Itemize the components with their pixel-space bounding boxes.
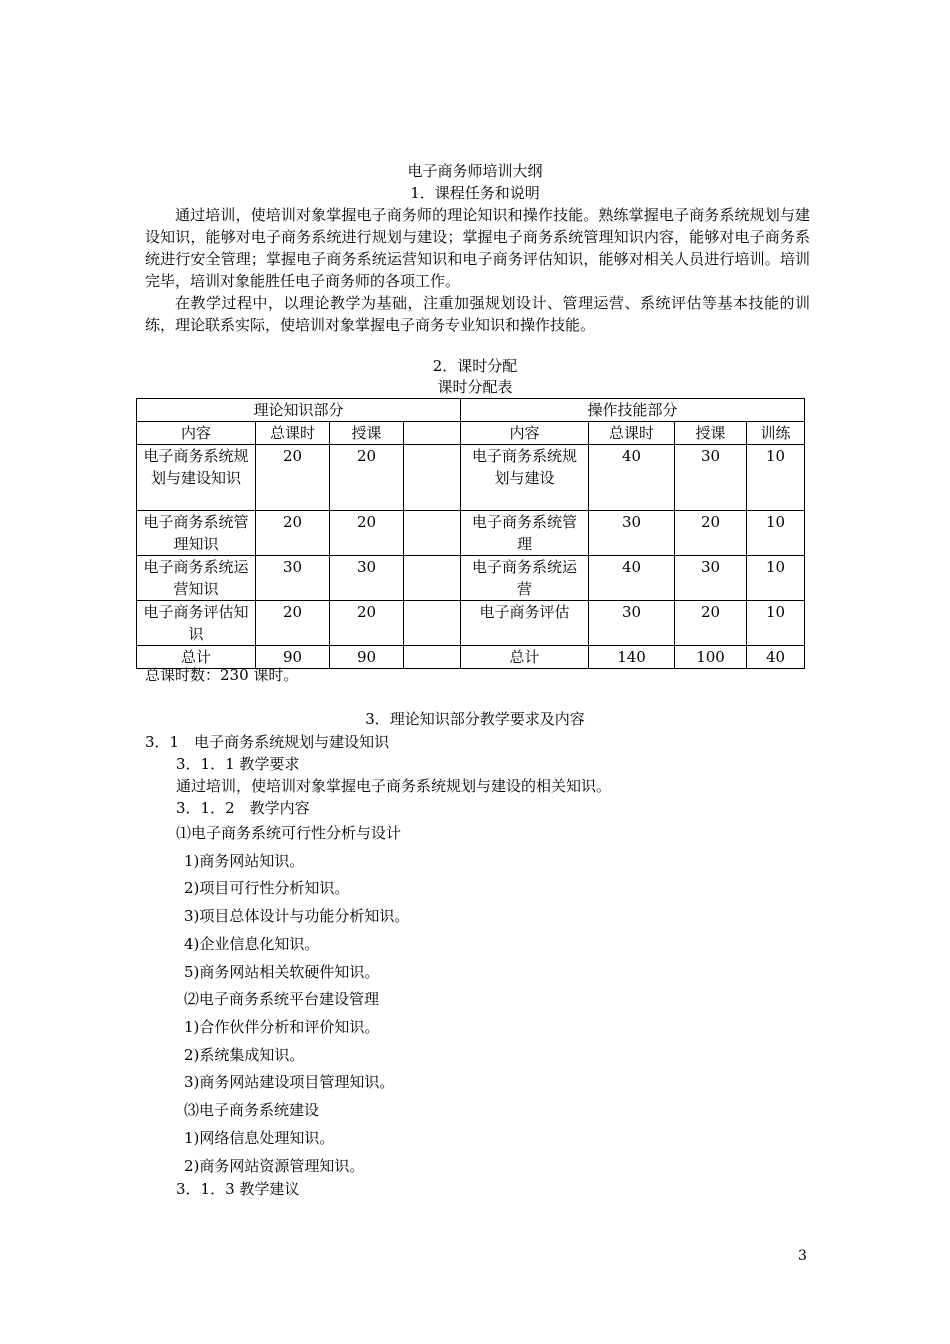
col-header: 授课 (330, 422, 404, 445)
document-title: 电子商务师培训大纲 (407, 162, 543, 180)
cell: 30 (675, 445, 747, 511)
table-row (137, 511, 805, 556)
cell: 30 (330, 556, 404, 601)
cell: 20 (256, 601, 330, 646)
cell: 20 (256, 511, 330, 556)
list-item: 1)合作伙伴分析和评价知识。 (184, 1018, 380, 1036)
cell: 电子商务系统运营 (461, 556, 589, 601)
cell: 20 (675, 511, 747, 556)
table-caption: 课时分配表 (437, 378, 513, 396)
cell: 20 (330, 601, 404, 646)
cell: 电子商务系统规划与建设 (461, 445, 589, 511)
table-group-header-row (137, 399, 805, 422)
cell: 电子商务系统管理知识 (137, 511, 256, 556)
col-header: 内容 (461, 422, 589, 445)
list-item: 5)商务网站相关软硬件知识。 (184, 963, 380, 981)
list-item: 1)网络信息处理知识。 (184, 1129, 335, 1147)
paragraph: 通过培训，使培训对象掌握电子商务师的理论知识和操作技能。熟练掌握电子商务系统规划与建设知识，能够对电子商务系统进行规划与建设；掌握电子商务系统管理知识内容，能够对电子商务系统进行安全管理；掌握电子商务系统运营知识和电子商务评估知识，能够对相关人员进行培训。培训完毕，培训对象能胜任电子商务师的各项工作。 (145, 206, 810, 290)
subsection-3-1-2: 3．1．2 教学内容 (176, 799, 310, 817)
cell: 电子商务评估知识 (137, 601, 256, 646)
cell: 10 (747, 556, 805, 601)
cell (404, 601, 461, 646)
list-item: ⑴电子商务系统可行性分析与设计 (176, 824, 402, 842)
cell (404, 511, 461, 556)
cell: 90 (256, 646, 330, 669)
cell: 40 (589, 556, 675, 601)
cell: 30 (256, 556, 330, 601)
cell: 电子商务系统管理 (461, 511, 589, 556)
cell: 电子商务系统规划与建设知识 (137, 445, 256, 511)
cell: 100 (675, 646, 747, 669)
list-item: 2)项目可行性分析知识。 (184, 879, 350, 897)
section-2-heading: 2．课时分配 (432, 357, 518, 375)
table-row (137, 445, 805, 511)
cell: 20 (256, 445, 330, 511)
subsection-3-1-3: 3．1．3 教学建议 (176, 1180, 300, 1198)
cell: 电子商务评估 (461, 601, 589, 646)
page-number: 3 (798, 1248, 807, 1264)
list-item: ⑶电子商务系统建设 (184, 1101, 320, 1119)
section-3-heading: 3．理论知识部分教学要求及内容 (365, 710, 585, 728)
list-item: 3)项目总体设计与功能分析知识。 (184, 907, 410, 925)
cell: 总计 (461, 646, 589, 669)
subsection-3-1-1: 3．1．1 教学要求 (176, 755, 300, 773)
table-row (137, 601, 805, 646)
cell: 90 (330, 646, 404, 669)
cell: 40 (589, 445, 675, 511)
col-header (404, 422, 461, 445)
cell: 电子商务系统运营知识 (137, 556, 256, 601)
hours-allocation-table (136, 398, 805, 669)
table-row (137, 556, 805, 601)
section-1-heading: 1．课程任务和说明 (410, 184, 540, 202)
cell: 20 (330, 511, 404, 556)
cell: 140 (589, 646, 675, 669)
section-1-body (145, 204, 810, 336)
cell (404, 445, 461, 511)
list-item: 2)系统集成知识。 (184, 1046, 305, 1064)
col-header: 内容 (137, 422, 256, 445)
cell: 30 (675, 556, 747, 601)
group-theory: 理论知识部分 (137, 399, 461, 422)
list-item: 2)商务网站资源管理知识。 (184, 1157, 365, 1175)
cell: 总计 (137, 646, 256, 669)
cell: 30 (589, 601, 675, 646)
cell: 40 (747, 646, 805, 669)
cell: 20 (675, 601, 747, 646)
list-item: 3)商务网站建设项目管理知识。 (184, 1073, 395, 1091)
col-header: 训练 (747, 422, 805, 445)
col-header: 总课时 (589, 422, 675, 445)
cell: 10 (747, 511, 805, 556)
paragraph: 在教学过程中，以理论教学为基础，注重加强规划设计、管理运营、系统评估等基本技能的训练，理论联系实际，使培训对象掌握电子商务专业知识和操作技能。 (145, 294, 810, 334)
subsection-3-1-1-text: 通过培训，使培训对象掌握电子商务系统规划与建设的相关知识。 (176, 777, 612, 795)
cell: 10 (747, 601, 805, 646)
group-practice: 操作技能部分 (461, 399, 805, 422)
col-header: 总课时 (256, 422, 330, 445)
list-item: ⑵电子商务系统平台建设管理 (184, 990, 380, 1008)
table-column-header-row (137, 422, 805, 445)
list-item: 1)商务网站知识。 (184, 852, 305, 870)
cell: 20 (330, 445, 404, 511)
cell (404, 556, 461, 601)
cell: 30 (589, 511, 675, 556)
cell: 10 (747, 445, 805, 511)
col-header: 授课 (675, 422, 747, 445)
cell (404, 646, 461, 669)
subsection-3-1: 3．1 电子商务系统规划与建设知识 (145, 733, 390, 751)
total-hours-note: 总课时数：230 课时。 (145, 666, 299, 684)
list-item: 4)企业信息化知识。 (184, 935, 320, 953)
